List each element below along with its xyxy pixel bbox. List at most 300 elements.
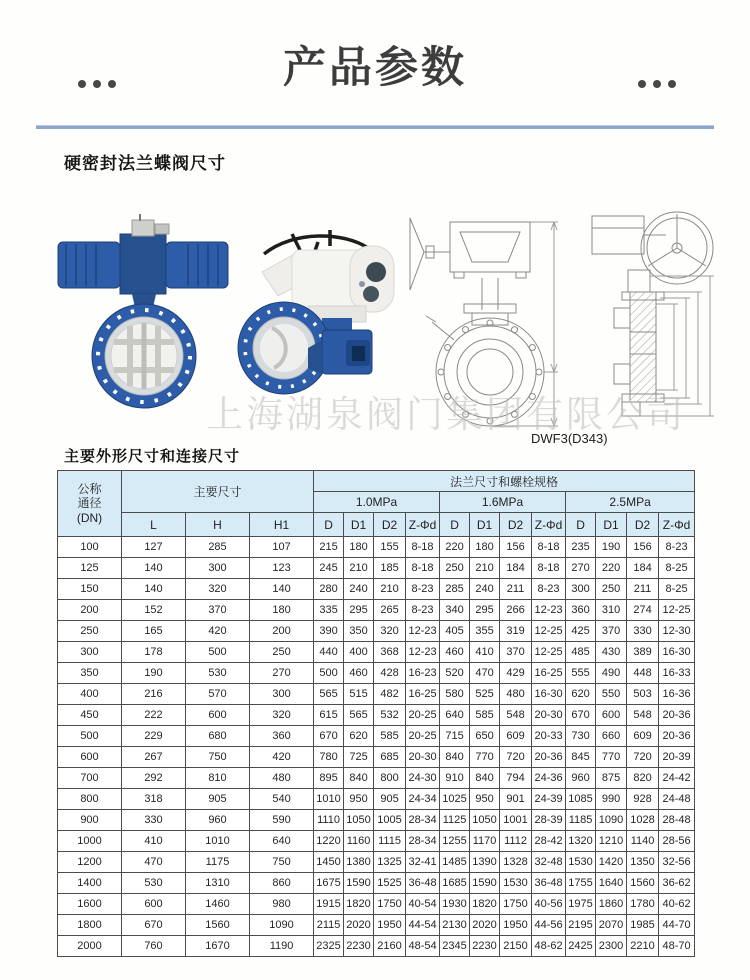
value-cell: 905: [186, 789, 250, 810]
value-cell: 609: [627, 726, 659, 747]
value-cell: 590: [250, 810, 314, 831]
header-D: D: [314, 513, 344, 537]
value-cell: 660: [596, 726, 627, 747]
header-pressure-2.5: 2.5MPa: [566, 492, 695, 513]
value-cell: 800: [374, 768, 406, 789]
gearbox: [592, 216, 666, 254]
value-cell: 1255: [440, 831, 470, 852]
value-cell: 28-39: [532, 810, 566, 831]
value-cell: 220: [440, 537, 470, 558]
value-cell: 285: [440, 579, 470, 600]
value-cell: 8-18: [406, 558, 440, 579]
value-cell: 1210: [596, 831, 627, 852]
value-cell: 330: [122, 810, 186, 831]
value-cell: 156: [627, 537, 659, 558]
value-cell: 32-56: [659, 852, 695, 873]
value-cell: 670: [122, 915, 186, 936]
value-cell: 482: [374, 684, 406, 705]
model-caption: DWF3(D343): [531, 431, 608, 446]
value-cell: 460: [440, 642, 470, 663]
value-cell: 28-48: [659, 810, 695, 831]
value-cell: 600: [122, 894, 186, 915]
value-cell: 620: [344, 726, 374, 747]
value-cell: 2070: [596, 915, 627, 936]
value-cell: 370: [500, 642, 532, 663]
value-cell: 540: [250, 789, 314, 810]
value-cell: 44-54: [406, 915, 440, 936]
value-cell: 500: [314, 663, 344, 684]
value-cell: 222: [122, 705, 186, 726]
header-main-dims: 主要尺寸: [122, 471, 314, 513]
value-cell: 319: [500, 621, 532, 642]
value-cell: 184: [627, 558, 659, 579]
dn-cell: 1000: [58, 831, 122, 852]
value-cell: 532: [374, 705, 406, 726]
value-cell: 1085: [566, 789, 596, 810]
section-heading: 硬密封法兰蝶阀尺寸: [64, 154, 226, 173]
value-cell: 1050: [470, 810, 500, 831]
value-cell: 1028: [627, 810, 659, 831]
value-cell: 2325: [314, 936, 344, 957]
value-cell: 240: [470, 579, 500, 600]
value-cell: 555: [566, 663, 596, 684]
table-row: [58, 789, 695, 810]
value-cell: 12-25: [532, 642, 566, 663]
value-cell: 470: [470, 663, 500, 684]
value-cell: 2020: [344, 915, 374, 936]
value-cell: 1820: [470, 894, 500, 915]
value-cell: 1090: [596, 810, 627, 831]
header-Zd: Z-Φd: [659, 513, 695, 537]
value-cell: 750: [250, 852, 314, 873]
header-D2: D2: [500, 513, 532, 537]
value-cell: 1950: [500, 915, 532, 936]
value-cell: 1190: [250, 936, 314, 957]
value-cell: 840: [440, 747, 470, 768]
header-H: H: [186, 513, 250, 537]
value-cell: 585: [374, 726, 406, 747]
value-cell: 20-36: [659, 705, 695, 726]
value-cell: 24-30: [406, 768, 440, 789]
dn-cell: 125: [58, 558, 122, 579]
value-cell: 2425: [566, 936, 596, 957]
value-cell: 16-30: [532, 684, 566, 705]
value-cell: 250: [250, 642, 314, 663]
dn-cell: 1400: [58, 873, 122, 894]
ellipsis-dots-left-icon: [78, 80, 116, 88]
value-cell: 1010: [186, 831, 250, 852]
handwheel: [641, 212, 713, 284]
header-D1: D1: [344, 513, 374, 537]
value-cell: 180: [344, 537, 374, 558]
value-cell: 580: [440, 684, 470, 705]
value-cell: 1530: [500, 873, 532, 894]
value-cell: 300: [250, 684, 314, 705]
value-cell: 210: [374, 579, 406, 600]
value-cell: 503: [627, 684, 659, 705]
value-cell: 1160: [344, 831, 374, 852]
value-cell: 210: [470, 558, 500, 579]
value-cell: 360: [250, 726, 314, 747]
dn-cell: 350: [58, 663, 122, 684]
dn-cell: 500: [58, 726, 122, 747]
value-cell: 2210: [627, 936, 659, 957]
table-body: [58, 537, 695, 957]
value-cell: 470: [122, 852, 186, 873]
value-cell: 620: [566, 684, 596, 705]
value-cell: 1975: [566, 894, 596, 915]
value-cell: 530: [186, 663, 250, 684]
value-cell: 185: [374, 558, 406, 579]
value-cell: 780: [314, 747, 344, 768]
value-cell: 211: [627, 579, 659, 600]
value-cell: 216: [122, 684, 186, 705]
pneumatic-valve-photo: [56, 214, 232, 410]
dn-cell: 100: [58, 537, 122, 558]
value-cell: 295: [344, 600, 374, 621]
value-cell: 1185: [566, 810, 596, 831]
value-cell: 250: [440, 558, 470, 579]
value-cell: 2150: [500, 936, 532, 957]
value-cell: 430: [596, 642, 627, 663]
value-cell: 615: [314, 705, 344, 726]
value-cell: 1560: [627, 873, 659, 894]
value-cell: 1675: [314, 873, 344, 894]
value-cell: 318: [122, 789, 186, 810]
value-cell: 410: [122, 831, 186, 852]
value-cell: 1915: [314, 894, 344, 915]
value-cell: 845: [566, 747, 596, 768]
table-row: [58, 747, 695, 768]
dn-cell: 1800: [58, 915, 122, 936]
value-cell: 1110: [314, 810, 344, 831]
dn-cell: 800: [58, 789, 122, 810]
dn-cell: 450: [58, 705, 122, 726]
value-cell: 1485: [440, 852, 470, 873]
value-cell: 12-23: [406, 621, 440, 642]
value-cell: 460: [344, 663, 374, 684]
value-cell: 1670: [186, 936, 250, 957]
value-cell: 370: [596, 621, 627, 642]
value-cell: 500: [186, 642, 250, 663]
value-cell: 48-62: [532, 936, 566, 957]
header-pressure-1.0: 1.0MPa: [314, 492, 440, 513]
value-cell: 1755: [566, 873, 596, 894]
value-cell: 1025: [440, 789, 470, 810]
value-cell: 20-30: [532, 705, 566, 726]
value-cell: 340: [440, 600, 470, 621]
value-cell: 350: [344, 621, 374, 642]
value-cell: 1450: [314, 852, 344, 873]
value-cell: 24-48: [659, 789, 695, 810]
value-cell: 600: [596, 705, 627, 726]
value-cell: 1005: [374, 810, 406, 831]
value-cell: 20-36: [532, 747, 566, 768]
value-cell: 8-23: [406, 579, 440, 600]
header-D2: D2: [374, 513, 406, 537]
value-cell: 1820: [344, 894, 374, 915]
value-cell: 36-48: [532, 873, 566, 894]
value-cell: 8-18: [532, 558, 566, 579]
value-cell: 720: [500, 747, 532, 768]
table-row: [58, 705, 695, 726]
value-cell: 770: [596, 747, 627, 768]
value-cell: 295: [470, 600, 500, 621]
valve-body: [92, 294, 196, 408]
value-cell: 127: [122, 537, 186, 558]
value-cell: 229: [122, 726, 186, 747]
value-cell: 429: [500, 663, 532, 684]
value-cell: 32-48: [532, 852, 566, 873]
value-cell: 950: [470, 789, 500, 810]
value-cell: 928: [627, 789, 659, 810]
value-cell: 280: [314, 579, 344, 600]
value-cell: 910: [440, 768, 470, 789]
value-cell: 485: [566, 642, 596, 663]
value-cell: 270: [250, 663, 314, 684]
value-cell: 320: [250, 705, 314, 726]
value-cell: 2230: [470, 936, 500, 957]
value-cell: 190: [122, 663, 186, 684]
value-cell: 685: [374, 747, 406, 768]
value-cell: 335: [314, 600, 344, 621]
value-cell: 12-25: [532, 621, 566, 642]
table-title: 主要外形尺寸和连接尺寸: [64, 448, 241, 465]
value-cell: 165: [122, 621, 186, 642]
table-row: [58, 600, 695, 621]
value-cell: 520: [440, 663, 470, 684]
value-cell: 140: [250, 579, 314, 600]
table-row: [58, 936, 695, 957]
value-cell: 36-62: [659, 873, 695, 894]
value-cell: 2160: [374, 936, 406, 957]
dn-cell: 400: [58, 684, 122, 705]
value-cell: 210: [344, 558, 374, 579]
value-cell: 425: [566, 621, 596, 642]
dn-cell: 150: [58, 579, 122, 600]
table-row: [58, 663, 695, 684]
value-cell: 1390: [470, 852, 500, 873]
value-cell: 2195: [566, 915, 596, 936]
table-row: [58, 810, 695, 831]
table-row: [58, 768, 695, 789]
value-cell: 525: [470, 684, 500, 705]
value-cell: 48-70: [659, 936, 695, 957]
value-cell: 1115: [374, 831, 406, 852]
value-cell: 330: [627, 621, 659, 642]
value-cell: 16-33: [659, 663, 695, 684]
dn-cell: 1200: [58, 852, 122, 873]
value-cell: 24-42: [659, 768, 695, 789]
value-cell: 178: [122, 642, 186, 663]
value-cell: 410: [470, 642, 500, 663]
value-cell: 245: [314, 558, 344, 579]
value-cell: 960: [566, 768, 596, 789]
value-cell: 320: [374, 621, 406, 642]
value-cell: 1125: [440, 810, 470, 831]
value-cell: 8-25: [659, 558, 695, 579]
value-cell: 840: [344, 768, 374, 789]
value-cell: 725: [344, 747, 374, 768]
value-cell: 16-25: [532, 663, 566, 684]
value-cell: 530: [122, 873, 186, 894]
value-cell: 200: [250, 621, 314, 642]
value-cell: 2345: [440, 936, 470, 957]
value-cell: 265: [374, 600, 406, 621]
value-cell: 16-30: [659, 642, 695, 663]
value-cell: 810: [186, 768, 250, 789]
value-cell: 680: [186, 726, 250, 747]
value-cell: 2020: [470, 915, 500, 936]
header-L: L: [122, 513, 186, 537]
value-cell: 28-34: [406, 831, 440, 852]
value-cell: 1310: [186, 873, 250, 894]
value-cell: 36-48: [406, 873, 440, 894]
value-cell: 1685: [440, 873, 470, 894]
header-flange-spec: 法兰尺寸和螺栓规格: [314, 471, 695, 492]
value-cell: 155: [374, 537, 406, 558]
dn-cell: 300: [58, 642, 122, 663]
value-cell: 405: [440, 621, 470, 642]
value-cell: 390: [314, 621, 344, 642]
value-cell: 960: [186, 810, 250, 831]
header-D: D: [566, 513, 596, 537]
value-cell: 40-56: [532, 894, 566, 915]
table-row: [58, 726, 695, 747]
dn-cell: 900: [58, 810, 122, 831]
value-cell: 1350: [627, 852, 659, 873]
value-cell: 24-34: [406, 789, 440, 810]
value-cell: 760: [122, 936, 186, 957]
dn-cell: 1600: [58, 894, 122, 915]
value-cell: 300: [566, 579, 596, 600]
value-cell: 600: [186, 705, 250, 726]
value-cell: 40-62: [659, 894, 695, 915]
value-cell: 1220: [314, 831, 344, 852]
watermark-text: 上海湖泉阀门集团有限公司: [206, 394, 686, 435]
header-Zd: Z-Φd: [532, 513, 566, 537]
divider-rule: [36, 125, 714, 129]
value-cell: 480: [250, 768, 314, 789]
value-cell: 840: [470, 768, 500, 789]
pneumatic-actuator: [58, 214, 228, 294]
table-row: [58, 852, 695, 873]
table-row: [58, 621, 695, 642]
value-cell: 8-18: [406, 537, 440, 558]
value-cell: 1525: [374, 873, 406, 894]
value-cell: 215: [314, 537, 344, 558]
value-cell: 1320: [566, 831, 596, 852]
value-cell: 12-23: [406, 642, 440, 663]
value-cell: 250: [596, 579, 627, 600]
value-cell: 190: [596, 537, 627, 558]
value-cell: 1985: [627, 915, 659, 936]
value-cell: 1420: [596, 852, 627, 873]
value-cell: 123: [250, 558, 314, 579]
value-cell: 20-39: [659, 747, 695, 768]
table-row: [58, 873, 695, 894]
value-cell: 16-36: [659, 684, 695, 705]
value-cell: 670: [314, 726, 344, 747]
value-cell: 640: [440, 705, 470, 726]
value-cell: 180: [470, 537, 500, 558]
value-cell: 20-25: [406, 705, 440, 726]
page-title: 产品参数: [283, 44, 467, 92]
value-cell: 32-41: [406, 852, 440, 873]
value-cell: 901: [500, 789, 532, 810]
value-cell: 220: [596, 558, 627, 579]
value-cell: 609: [500, 726, 532, 747]
value-cell: 389: [627, 642, 659, 663]
value-cell: 895: [314, 768, 344, 789]
value-cell: 950: [344, 789, 374, 810]
value-cell: 8-25: [659, 579, 695, 600]
value-cell: 267: [122, 747, 186, 768]
value-cell: 24-36: [532, 768, 566, 789]
value-cell: 24-39: [532, 789, 566, 810]
value-cell: 274: [627, 600, 659, 621]
value-cell: 1460: [186, 894, 250, 915]
value-cell: 152: [122, 600, 186, 621]
value-cell: 360: [566, 600, 596, 621]
value-cell: 180: [250, 600, 314, 621]
value-cell: 428: [374, 663, 406, 684]
value-cell: 156: [500, 537, 532, 558]
value-cell: 400: [344, 642, 374, 663]
value-cell: 420: [250, 747, 314, 768]
value-cell: 8-23: [406, 600, 440, 621]
value-cell: 1175: [186, 852, 250, 873]
value-cell: 368: [374, 642, 406, 663]
value-cell: 715: [440, 726, 470, 747]
value-cell: 1001: [500, 810, 532, 831]
value-cell: 310: [596, 600, 627, 621]
header-D1: D1: [596, 513, 627, 537]
value-cell: 905: [374, 789, 406, 810]
value-cell: 585: [470, 705, 500, 726]
value-cell: 670: [566, 705, 596, 726]
table-row: [58, 894, 695, 915]
value-cell: 1930: [440, 894, 470, 915]
value-cell: 1750: [500, 894, 532, 915]
value-cell: 550: [596, 684, 627, 705]
value-cell: 285: [186, 537, 250, 558]
header-H1: H1: [250, 513, 314, 537]
value-cell: 235: [566, 537, 596, 558]
value-cell: 420: [186, 621, 250, 642]
value-cell: 1780: [627, 894, 659, 915]
value-cell: 990: [596, 789, 627, 810]
value-cell: 140: [122, 558, 186, 579]
value-cell: 28-34: [406, 810, 440, 831]
value-cell: 640: [250, 831, 314, 852]
value-cell: 44-56: [532, 915, 566, 936]
table-row: [58, 915, 695, 936]
value-cell: 875: [596, 768, 627, 789]
value-cell: 770: [470, 747, 500, 768]
header-D: D: [440, 513, 470, 537]
value-cell: 8-23: [659, 537, 695, 558]
value-cell: 355: [470, 621, 500, 642]
value-cell: 2230: [344, 936, 374, 957]
value-cell: 1640: [596, 873, 627, 894]
value-cell: 448: [627, 663, 659, 684]
value-cell: 2115: [314, 915, 344, 936]
value-cell: 730: [566, 726, 596, 747]
value-cell: 2130: [440, 915, 470, 936]
electric-valve-photo: [234, 220, 400, 410]
value-cell: 48-54: [406, 936, 440, 957]
